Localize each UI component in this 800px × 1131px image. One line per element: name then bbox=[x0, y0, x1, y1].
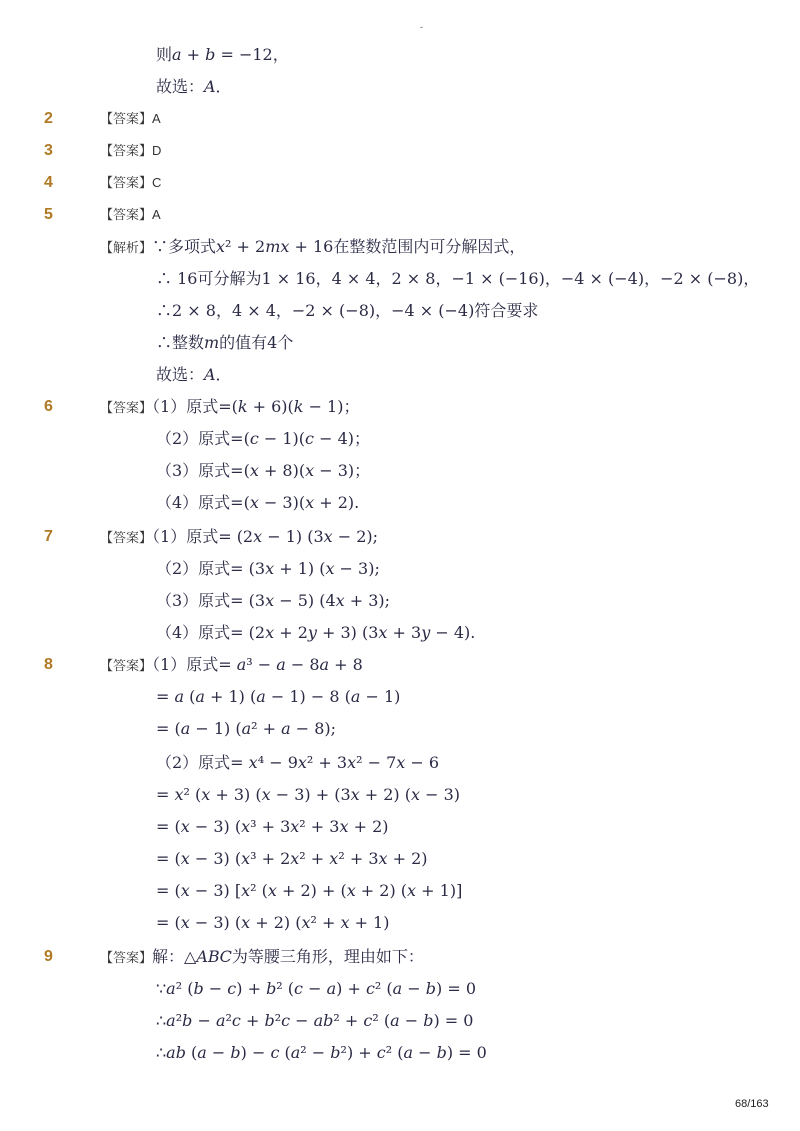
question-number: 6 bbox=[44, 398, 53, 415]
analysis-line: 故选：𝐴． bbox=[156, 365, 232, 384]
question-number: 9 bbox=[44, 948, 53, 965]
answer-line: （3）原式= (3𝑥 − 5) (4𝑥 + 3); bbox=[156, 591, 391, 610]
answer-line: = 𝑎 (𝑎 + 1) (𝑎 − 1) − 8 (𝑎 − 1) bbox=[156, 687, 401, 706]
question-number: 7 bbox=[44, 528, 53, 545]
answer-line: （4）原式= (2𝑥 + 2𝑦 + 3) (3𝑥 + 3𝑦 − 4). bbox=[156, 623, 476, 642]
answer-line: （2）原式= 𝑥⁴ − 9𝑥² + 3𝑥² − 7𝑥 − 6 bbox=[156, 753, 440, 772]
answer-line: ∴𝑎𝑏 (𝑎 − 𝑏) − 𝑐 (𝑎² − 𝑏²) + 𝑐² (𝑎 − 𝑏) = 0 bbox=[156, 1043, 487, 1062]
question-number: 3 bbox=[44, 142, 53, 159]
question-number: 4 bbox=[44, 174, 53, 191]
answer-line: = (𝑥 − 3) [𝑥² (𝑥 + 2) + (𝑥 + 2) (𝑥 + 1)] bbox=[156, 881, 463, 900]
answer-line: = (𝑎 − 1) (𝑎² + 𝑎 − 8); bbox=[156, 719, 337, 738]
answer-label: 【答案】 bbox=[100, 207, 153, 222]
answer-line: = 𝑥² (𝑥 + 3) (𝑥 − 3) + (3𝑥 + 2) (𝑥 − 3) bbox=[156, 785, 461, 804]
header-mark: - bbox=[420, 22, 423, 32]
question-number: 2 bbox=[44, 110, 53, 127]
answer-line: ∴𝑎²𝑏 − 𝑎²𝑐 + 𝑏²𝑐 − 𝑎𝑏² + 𝑐² (𝑎 − 𝑏) = 0 bbox=[156, 1011, 474, 1030]
answer-tag bbox=[100, 170, 161, 196]
analysis-line: ∵多项式𝑥² + 2𝑚𝑥 + 16在整数范围内可分解因式， bbox=[152, 237, 526, 256]
answer-tag bbox=[100, 944, 424, 970]
analysis-label: 【解析】 bbox=[100, 240, 153, 255]
analysis-tag bbox=[100, 234, 525, 260]
answer-value: A bbox=[152, 207, 161, 222]
analysis-line: ∴2 × 8，4 × 4，−2 × (−8)，−4 × (−4)符合要求 bbox=[156, 301, 539, 320]
answer-tag bbox=[100, 394, 359, 420]
answer-line: 解：△𝐴𝐵𝐶为等腰三角形，理由如下： bbox=[152, 947, 424, 966]
answer-line: （1）原式=(𝑘 + 6)(𝑘 − 1)； bbox=[152, 397, 360, 416]
answer-tag bbox=[100, 524, 378, 550]
answer-label: 【答案】 bbox=[100, 175, 153, 190]
answer-label: 【答案】 bbox=[100, 111, 153, 126]
analysis-line: ∴ 16可分解为1 × 16，4 × 4，2 × 8，−1 × (−16)，−4 × (−4)，−2 × (−8)， bbox=[156, 269, 760, 288]
answer-tag bbox=[100, 106, 161, 132]
answer-value: A bbox=[152, 111, 161, 126]
answer-label: 【答案】 bbox=[100, 143, 153, 158]
answer-tag bbox=[100, 202, 161, 228]
question-number: 5 bbox=[44, 206, 53, 223]
answer-line: （1）原式= (2𝑥 − 1) (3𝑥 − 2); bbox=[152, 527, 379, 546]
answer-line: = (𝑥 − 3) (𝑥³ + 2𝑥² + 𝑥² + 3𝑥 + 2) bbox=[156, 849, 428, 868]
analysis-line: ∴整数𝑚的值有4个 bbox=[156, 333, 294, 352]
answer-line: （3）原式=(𝑥 + 8)(𝑥 − 3)； bbox=[156, 461, 371, 480]
answer-label: 【答案】 bbox=[100, 658, 153, 673]
answer-line: （2）原式=(𝑐 − 1)(𝑐 − 4)； bbox=[156, 429, 370, 448]
answer-line: （1）原式= 𝑎³ − 𝑎 − 8𝑎 + 8 bbox=[152, 655, 363, 674]
question-number: 8 bbox=[44, 656, 53, 673]
answer-label: 【答案】 bbox=[100, 400, 153, 415]
page-number: 68/163 bbox=[735, 1098, 769, 1110]
answer-line: ∵𝑎² (𝑏 − 𝑐) + 𝑏² (𝑐 − 𝑎) + 𝑐² (𝑎 − 𝑏) = 0 bbox=[156, 979, 477, 998]
answer-tag bbox=[100, 138, 161, 164]
answer-value: D bbox=[152, 143, 162, 158]
answer-label: 【答案】 bbox=[100, 530, 153, 545]
answer-line: = (𝑥 − 3) (𝑥³ + 3𝑥² + 3𝑥 + 2) bbox=[156, 817, 389, 836]
answer-label: 【答案】 bbox=[100, 950, 153, 965]
solution-line: 故选：𝐴． bbox=[156, 77, 232, 96]
answer-line: = (𝑥 − 3) (𝑥 + 2) (𝑥² + 𝑥 + 1) bbox=[156, 913, 390, 932]
answer-tag bbox=[100, 652, 363, 678]
answer-line: （4）原式=(𝑥 − 3)(𝑥 + 2). bbox=[156, 493, 360, 512]
answer-line: （2）原式= (3𝑥 + 1) (𝑥 − 3); bbox=[156, 559, 380, 578]
solution-line: 则𝑎 + 𝑏 = −12， bbox=[156, 45, 289, 64]
answer-value: C bbox=[152, 175, 162, 190]
